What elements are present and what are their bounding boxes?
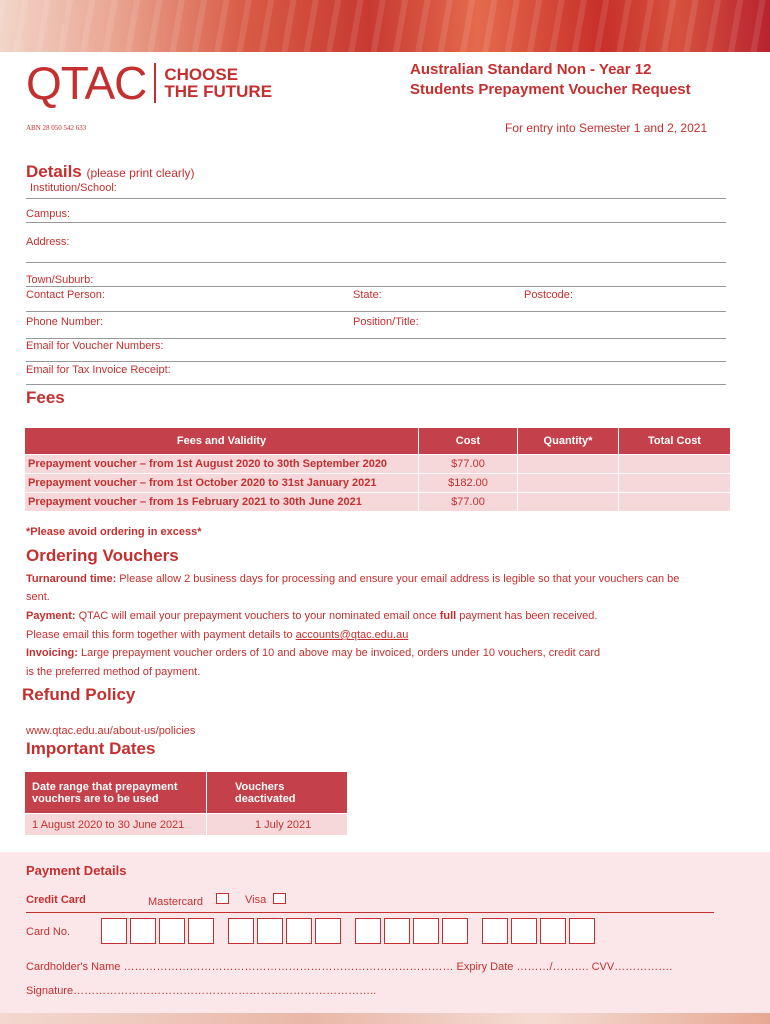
payment-divider (26, 912, 714, 913)
email-tax-field[interactable] (26, 384, 726, 385)
card-number-label: Card No. (26, 926, 71, 938)
form-title (410, 60, 691, 100)
accounts-email-link[interactable]: accounts@qtac.edu.au (295, 629, 409, 641)
footer-strip (0, 1013, 770, 1024)
town-field[interactable] (26, 286, 726, 287)
dates-header-range: Date range that prepayment vouchers are to be used (25, 772, 207, 814)
institution-label: Institution/School: (30, 182, 117, 194)
table-row (25, 474, 731, 493)
card-digit-box[interactable] (286, 918, 312, 944)
fee-cost: $77.00 (419, 493, 518, 512)
table-row (25, 455, 731, 474)
campus-label: Campus: (26, 208, 71, 220)
details-heading (26, 162, 195, 182)
fee-cost: $77.00 (419, 455, 518, 474)
card-digit-box[interactable] (442, 918, 468, 944)
fees-header-cost: Cost (419, 428, 518, 455)
card-digit-box[interactable] (159, 918, 185, 944)
email-text: Please email this form together with payment details to (26, 629, 296, 641)
payment-paragraph (26, 609, 597, 623)
state-label: State: (353, 289, 382, 301)
cardholder-name-line[interactable]: Cardholder's Name ……………………………………………………………………………… Expiry Date ………/………. CVV……………. (26, 961, 673, 973)
details-note: (please print clearly) (86, 166, 195, 180)
position-label: Position/Title: (353, 316, 419, 328)
email-voucher-field[interactable] (26, 361, 726, 362)
postcode-label: Postcode: (524, 289, 573, 301)
card-digit-box[interactable] (130, 918, 156, 944)
fee-desc: Prepayment voucher – from 1s February 2021 to 30th June 2021 (25, 493, 419, 512)
credit-card-label: Credit Card (26, 894, 86, 906)
dates-range-cell: 1 August 2020 to 30 June 2021 (25, 814, 207, 836)
header-banner (0, 0, 770, 52)
payment-text-2: payment has been received. (456, 610, 598, 622)
dates-header-row (25, 772, 348, 814)
contact-label: Contact Person: (26, 289, 105, 301)
logo-tagline (164, 66, 272, 100)
qtac-logo (26, 57, 273, 109)
signature-line[interactable]: Signature……………………………………………………………………….. (26, 985, 377, 997)
fee-desc: Prepayment voucher – from 1st October 2020 to 31st January 2021 (25, 474, 419, 493)
fee-quantity-cell[interactable] (518, 474, 619, 493)
title-line2: Students Prepayment Voucher Request (410, 81, 691, 98)
fee-total-cell[interactable] (619, 493, 731, 512)
email-tax-label: Email for Tax Invoice Receipt: (26, 364, 171, 376)
logo-divider (154, 63, 156, 103)
mastercard-label: Mastercard (148, 896, 204, 908)
payment-text: QTAC will email your prepayment vouchers to your nominated email once (75, 610, 440, 622)
card-digit-box[interactable] (315, 918, 341, 944)
visa-checkbox[interactable] (273, 893, 286, 904)
card-digit-box[interactable] (540, 918, 566, 944)
card-digit-box[interactable] (257, 918, 283, 944)
email-voucher-label: Email for Voucher Numbers: (26, 340, 164, 352)
details-title: Details (26, 162, 82, 181)
fee-total-cell[interactable] (619, 474, 731, 493)
fees-header-validity: Fees and Validity (25, 428, 419, 455)
payment-details-heading: Payment Details (26, 863, 127, 878)
card-digit-box[interactable] (413, 918, 439, 944)
logo-wordmark: QTAC (26, 57, 147, 109)
dates-header-deactivated: Vouchers deactivated (207, 772, 348, 814)
refund-heading: Refund Policy (22, 685, 136, 704)
turnaround-paragraph (26, 572, 736, 586)
campus-field[interactable] (26, 222, 726, 223)
card-digit-box[interactable] (569, 918, 595, 944)
card-digit-box[interactable] (188, 918, 214, 944)
important-dates-heading: Important Dates (26, 739, 156, 758)
turnaround-text-2: sent. (26, 591, 50, 603)
title-line1: Australian Standard Non - Year 12 (410, 61, 652, 78)
visa-label: Visa (245, 894, 267, 906)
fees-note: *Please avoid ordering in excess* (26, 526, 202, 538)
refund-policy-link[interactable]: www.qtac.edu.au/about-us/policies (26, 725, 196, 737)
mastercard-checkbox[interactable] (216, 893, 229, 904)
contact-field[interactable] (26, 311, 726, 312)
invoicing-paragraph (26, 646, 600, 660)
fees-header-total: Total Cost (619, 428, 731, 455)
card-digit-box[interactable] (228, 918, 254, 944)
email-paragraph (26, 628, 408, 642)
fees-header-quantity: Quantity* (518, 428, 619, 455)
address-field[interactable] (26, 262, 726, 263)
institution-field[interactable] (26, 198, 726, 199)
card-digit-box[interactable] (482, 918, 508, 944)
address-label: Address: (26, 236, 70, 248)
town-label: Town/Suburb: (26, 274, 94, 286)
fee-quantity-cell[interactable] (518, 455, 619, 474)
turnaround-label: Turnaround time: (26, 573, 117, 585)
table-row (25, 493, 731, 512)
card-digit-box[interactable] (101, 918, 127, 944)
fees-table (24, 427, 731, 512)
payment-bold: full (439, 610, 457, 622)
logo-tag-line2: THE FUTURE (164, 82, 273, 101)
fees-header-row (25, 428, 731, 455)
turnaround-text: Please allow 2 business days for processing and ensure your email address is legible so that your vouchers can be (116, 573, 680, 585)
card-digit-box[interactable] (384, 918, 410, 944)
dates-deactivated-cell: 1 July 2021 (207, 814, 348, 836)
phone-field[interactable] (26, 338, 726, 339)
card-digit-box[interactable] (511, 918, 537, 944)
fee-total-cell[interactable] (619, 455, 731, 474)
payment-label: Payment: (26, 610, 76, 622)
invoicing-text: Large prepayment voucher orders of 10 and above may be invoiced, orders under 10 vouchers, credit card (77, 647, 601, 659)
fee-cost: $182.00 (419, 474, 518, 493)
important-dates-table (24, 771, 348, 836)
logo-tag-line1: CHOOSE (164, 65, 239, 84)
fees-heading: Fees (26, 388, 65, 407)
abn-number: ABN 28 050 542 633 (26, 124, 87, 132)
phone-label: Phone Number: (26, 316, 104, 328)
fee-quantity-cell[interactable] (518, 493, 619, 512)
fee-desc: Prepayment voucher – from 1st August 2020 to 30th September 2020 (25, 455, 419, 474)
card-digit-box[interactable] (355, 918, 381, 944)
invoicing-text-2: is the preferred method of payment. (26, 666, 201, 678)
entry-semester: For entry into Semester 1 and 2, 2021 (505, 121, 708, 135)
invoicing-label: Invoicing: (26, 647, 78, 659)
table-row (25, 814, 348, 836)
ordering-heading: Ordering Vouchers (26, 546, 179, 565)
